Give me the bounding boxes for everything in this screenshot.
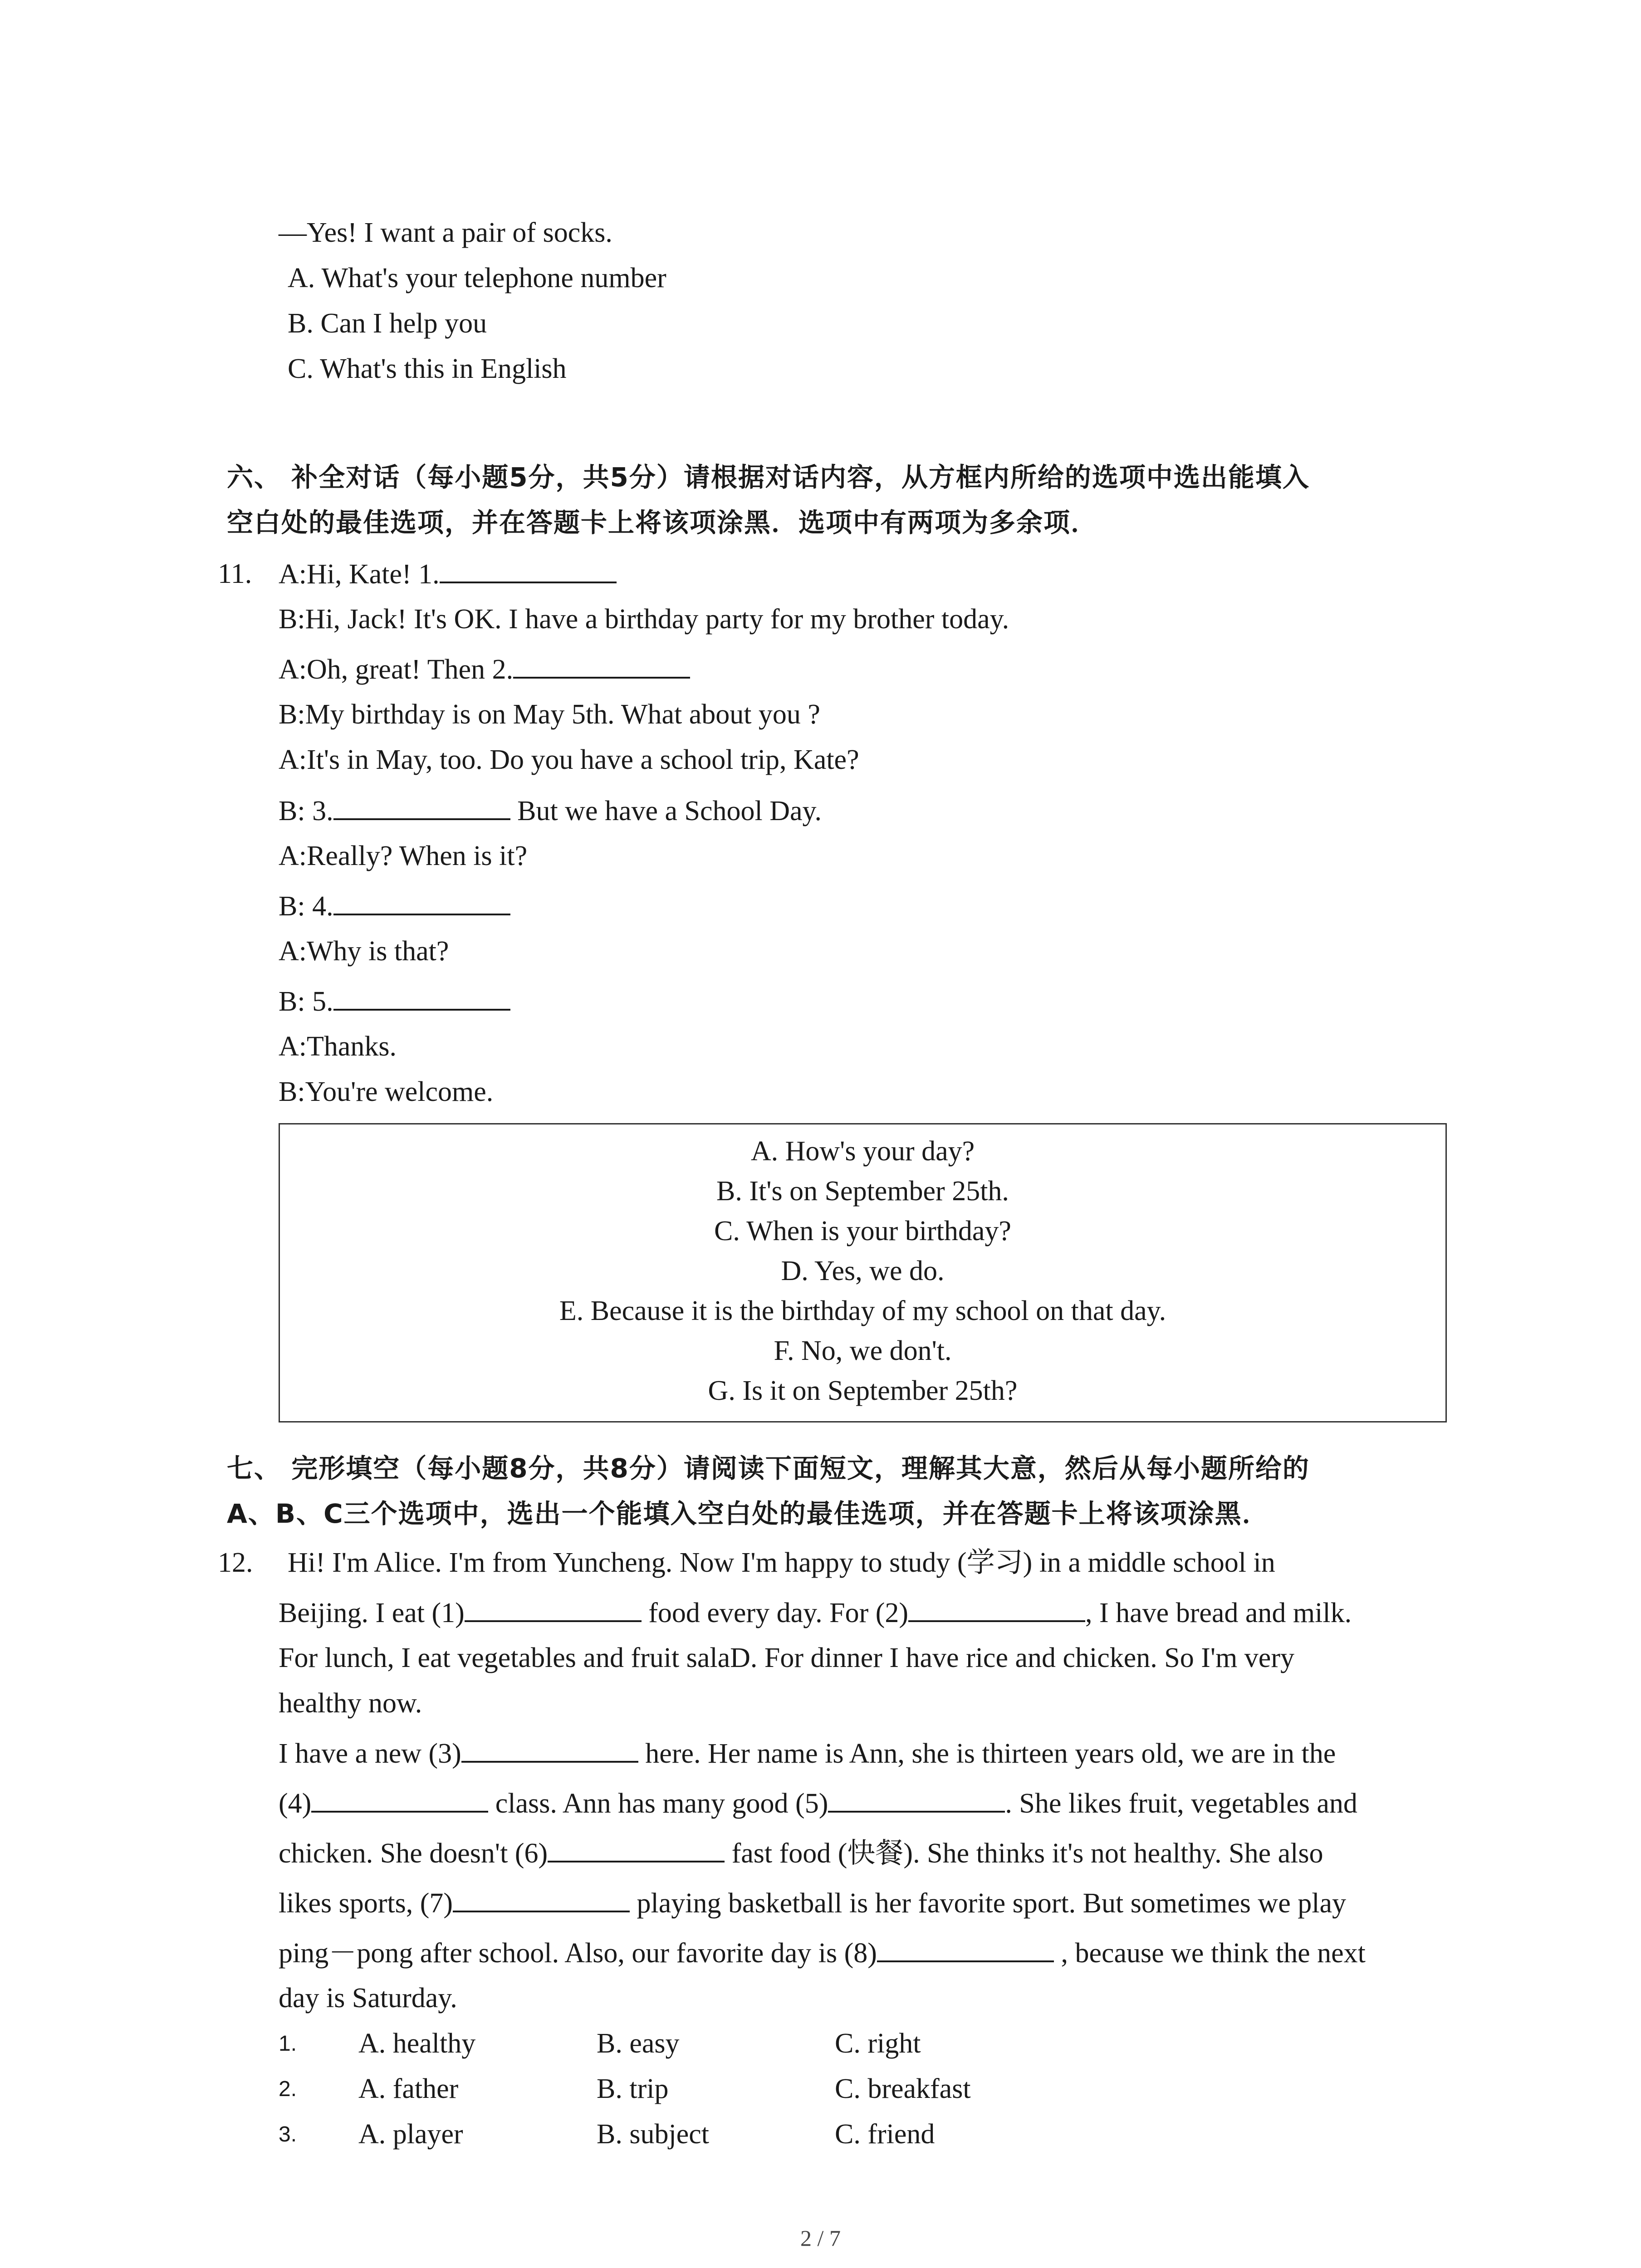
cloze-blank-8[interactable]	[877, 1937, 1054, 1962]
q12-line-8: likes sports, (7) playing basketball is her favorite sport. But sometimes we play	[279, 1888, 1346, 1919]
q12-line-10: day is Saturday.	[279, 1983, 457, 2014]
q11-number: 11.	[218, 558, 252, 589]
box-option-f: F. No, we don't.	[774, 1335, 952, 1366]
blank-3[interactable]	[333, 795, 510, 820]
box-option-c: C. When is your birthday?	[714, 1216, 1011, 1246]
blank-4[interactable]	[333, 890, 510, 915]
choice-1-c[interactable]: C. right	[835, 2028, 921, 2059]
choice-3-b[interactable]: B. subject	[597, 2119, 709, 2150]
section6-heading-1: 六、 补全对话（每小题5分，共5分）请根据对话内容，从方框内所给的选项中选出能填入	[227, 462, 1310, 493]
box-option-a: A. How's your day?	[750, 1136, 975, 1167]
q11-line-2: B:Hi, Jack! It's OK. I have a birthday party for my brother today.	[279, 604, 1009, 635]
q12-line-1: Hi! I'm Alice. I'm from Yuncheng. Now I'm happy to study (学习) in a middle school in	[288, 1547, 1275, 1578]
choice-2-b[interactable]: B. trip	[597, 2073, 669, 2104]
choice-number-1: 1.	[279, 2032, 297, 2056]
choice-3-c[interactable]: C. friend	[835, 2119, 935, 2150]
q11-line-4: B:My birthday is on May 5th. What about you ?	[279, 699, 820, 730]
q12-line-4: healthy now.	[279, 1688, 422, 1719]
q11-line-9: A:Why is that?	[279, 936, 449, 967]
blank-2[interactable]	[513, 653, 690, 679]
cloze-blank-4[interactable]	[311, 1787, 488, 1813]
q12-line-2: Beijing. I eat (1) food every day. For (2) , I have bread and milk.	[279, 1598, 1352, 1628]
box-option-b: B. It's on September 25th.	[716, 1176, 1009, 1207]
choice-number-3: 3.	[279, 2122, 297, 2146]
q11-line-3: A:Oh, great! Then 2.	[279, 653, 690, 686]
cloze-blank-7[interactable]	[453, 1887, 630, 1912]
cloze-blank-1[interactable]	[465, 1597, 642, 1622]
q12-number: 12.	[218, 1547, 253, 1578]
q11-line-10: B: 5.	[279, 985, 510, 1018]
q12-line-7: chicken. She doesn't (6) fast food (快餐). She thinks it's not healthy. She also	[279, 1838, 1323, 1869]
cloze-blank-3[interactable]	[461, 1737, 638, 1763]
blank-5[interactable]	[333, 985, 510, 1011]
q11-line-6: B: 3. But we have a School Day.	[279, 796, 822, 826]
choice-1-a[interactable]: A. healthy	[358, 2028, 476, 2059]
options-box	[279, 1123, 1447, 1422]
choice-1-b[interactable]: B. easy	[597, 2028, 680, 2059]
q11-line-12: B:You're welcome.	[279, 1076, 494, 1107]
q12-line-5: I have a new (3) here. Her name is Ann, she is thirteen years old, we are in the	[279, 1738, 1336, 1769]
section7-heading-2: A、B、C三个选项中，选出一个能填入空白处的最佳选项，并在答题卡上将该项涂黑．	[227, 1498, 1269, 1529]
page-number: 2 / 7	[800, 2225, 841, 2251]
q11-line-7: A:Really? When is it?	[279, 841, 528, 871]
cloze-blank-2[interactable]	[908, 1597, 1085, 1622]
choice-2-a[interactable]: A. father	[358, 2073, 459, 2104]
q11-line-5: A:It's in May, too. Do you have a school trip, Kate?	[279, 744, 859, 775]
choice-2-c[interactable]: C. breakfast	[835, 2073, 971, 2104]
q11-line-1: A:Hi, Kate! 1.	[279, 558, 617, 591]
cloze-blank-6[interactable]	[548, 1837, 725, 1862]
section6-heading-2: 空白处的最佳选项，并在答题卡上将该项涂黑．选项中有两项为多余项．	[227, 507, 1098, 538]
q12-line-6: (4) class. Ann has many good (5) . She likes fruit, vegetables and	[279, 1788, 1357, 1819]
choice-number-2: 2.	[279, 2077, 297, 2101]
box-option-e: E. Because it is the birthday of my school on that day.	[559, 1295, 1166, 1326]
option-c: C. What's this in English	[288, 353, 567, 384]
option-a: A. What's your telephone number	[288, 263, 666, 293]
blank-1[interactable]	[440, 558, 617, 583]
section7-heading-1: 七、 完形填空（每小题8分，共8分）请阅读下面短文，理解其大意，然后从每小题所给的	[227, 1453, 1310, 1484]
q12-line-9: ping－pong after school. Also, our favorite day is (8) , because we think the next	[279, 1938, 1366, 1969]
answer-line: —Yes! I want a pair of socks.	[279, 217, 612, 248]
choice-3-a[interactable]: A. player	[358, 2119, 463, 2150]
box-option-g: G. Is it on September 25th?	[708, 1375, 1018, 1406]
cloze-blank-5[interactable]	[828, 1787, 1005, 1813]
q12-line-3: For lunch, I eat vegetables and fruit salaD. For dinner I have rice and chicken. So I'm very	[279, 1642, 1294, 1673]
option-b: B. Can I help you	[288, 308, 487, 339]
q11-line-8: B: 4.	[279, 890, 510, 923]
box-option-d: D. Yes, we do.	[781, 1256, 945, 1286]
q11-line-11: A:Thanks.	[279, 1031, 397, 1062]
